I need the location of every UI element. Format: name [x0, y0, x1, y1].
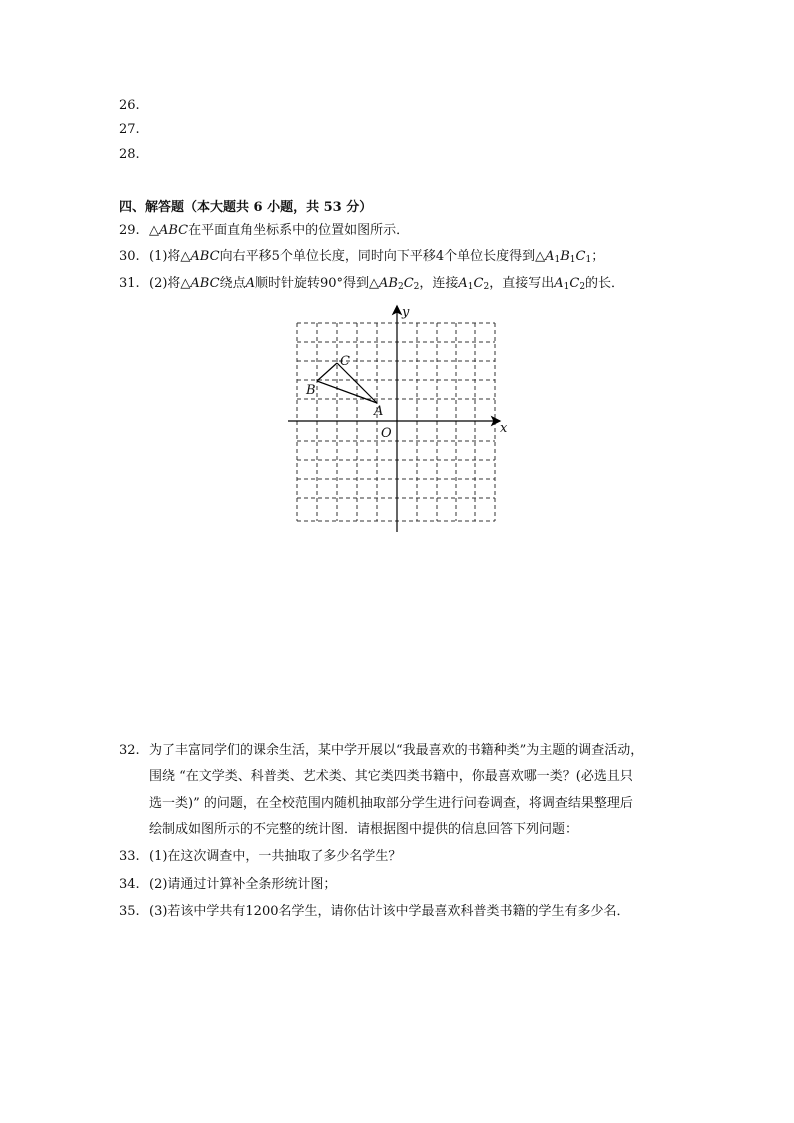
triangle-name: ABC: [159, 223, 189, 238]
point-c2: C: [473, 276, 484, 291]
triangle-name: ABC: [190, 276, 220, 291]
question-text: 向右平移5个单位长度，同时向下平移4个单位长度得到△: [219, 249, 546, 264]
question-text: 为了丰富同学们的课余生活，某中学开展以“我最喜欢的书籍种类”为主题的调查活动，: [149, 743, 644, 758]
question-text: 在平面直角坐标系中的位置如图所示．: [188, 223, 410, 238]
point-c1: C: [575, 249, 586, 264]
question-text: 的长．: [585, 276, 625, 291]
point-b1: B: [560, 249, 570, 264]
question-number: 35.: [119, 904, 140, 919]
point-label-c: C: [340, 354, 350, 369]
question-33: [119, 848, 401, 866]
question-text: ，连接: [419, 276, 459, 291]
section-title: 四、解答题（本大题共 6 小题，共 53 分）: [119, 200, 373, 215]
point-c2: C: [569, 276, 580, 291]
subscript: 2: [483, 282, 490, 292]
question-text: (2)请通过计算补全条形统计图；: [149, 877, 337, 892]
triangle-ab2: AB: [379, 276, 398, 291]
point-c2: C: [403, 276, 414, 291]
question-text: 顺时针旋转90°得到△: [254, 276, 380, 291]
point-label-a: A: [374, 404, 384, 419]
question-text: (3)若该中学共有1200名学生，请你估计该中学最喜欢科普类书籍的学生有多少名．: [149, 904, 630, 919]
question-text: (1)在这次调查中，一共抽取了多少名学生？: [149, 849, 402, 864]
point-a1: A: [554, 276, 564, 291]
question-32-line-2: 围绕 “在文学类、科普类、艺术类、其它类四类书籍中，你最喜欢哪一类？(必选且只: [149, 769, 633, 784]
point-label-b: B: [306, 383, 316, 398]
subscript: 1: [563, 282, 570, 292]
triangle-name: ABC: [190, 249, 220, 264]
subscript: 2: [397, 282, 404, 292]
subscript: 1: [569, 255, 576, 265]
triangle-abc: [317, 363, 377, 403]
subscript: 2: [413, 282, 420, 292]
origin-label: O: [381, 426, 392, 441]
triangle-symbol: △: [149, 223, 159, 238]
question-32-line-4: 绘制成如图所示的不完整的统计图．请根据图中提供的信息回答下列问题：: [149, 822, 579, 837]
question-text: 绕点: [219, 276, 246, 291]
question-number: 30.: [119, 249, 140, 264]
grid-lines: [297, 323, 495, 521]
question-text: ，直接写出: [489, 276, 555, 291]
question-34: [119, 876, 336, 894]
question-number: 32.: [119, 743, 140, 758]
subscript: 2: [579, 282, 586, 292]
subscript: 1: [585, 255, 592, 265]
question-32-first-line: [119, 742, 643, 760]
item-26: 26.: [119, 98, 140, 113]
question-text: (2)将△: [149, 276, 191, 291]
item-27: 27.: [119, 122, 140, 137]
item-28: 28.: [119, 147, 140, 162]
point-a1: A: [458, 276, 468, 291]
point-a: A: [245, 276, 255, 291]
axis-label-y: y: [402, 305, 410, 320]
question-text: ；: [591, 249, 605, 264]
question-35: [119, 903, 630, 921]
question-number: 34.: [119, 877, 140, 892]
question-number: 31.: [119, 276, 140, 291]
axis-label-x: x: [500, 421, 508, 436]
subscript: 1: [554, 255, 561, 265]
subscript: 1: [467, 282, 474, 292]
question-number: 29.: [119, 223, 140, 238]
question-text: (1)将△: [149, 249, 191, 264]
point-a1: A: [545, 249, 555, 264]
question-32-line-3: 选一类)” 的问题，在全校范围内随机抽取部分学生进行问卷调查，将调查结果整理后: [149, 796, 633, 811]
question-number: 33.: [119, 849, 140, 864]
